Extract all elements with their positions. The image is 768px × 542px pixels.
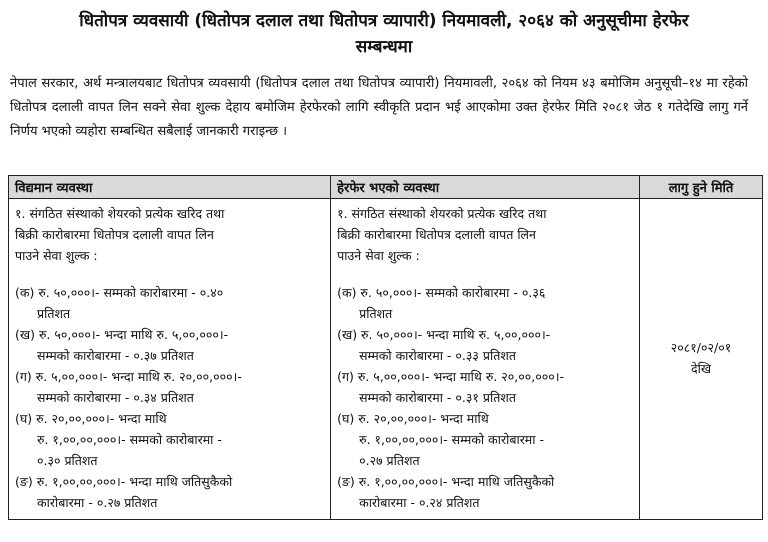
revised-gha-3: ०.२७ प्रतिशत [359, 453, 420, 468]
revised-kha-2: सम्मको कारोबारमा - ०.३३ प्रतिशत [359, 348, 516, 363]
existing-kha-2: सम्मको कारोबारमा - ०.३७ प्रतिशत [37, 348, 194, 363]
existing-intro-2: बिक्री कारोबारमा धितोपत्र दलाली वापत लिन [15, 227, 214, 242]
existing-ka-1: (क) रु. ५०,०००।- सम्मको कारोबारमा - ०.४० [15, 285, 224, 300]
header-revised: हेरफेर भएको व्यवस्था [331, 176, 640, 199]
existing-gha-3: ०.३० प्रतिशत [37, 453, 98, 468]
existing-kha-1: (ख) रु. ५०,०००।- भन्दा माथि रु. ५,००,०००।- [15, 327, 229, 342]
revised-ga-1: (ग) रु. ५,००,०००।- भन्दा माथि रु. २०,००,०००।- [337, 369, 564, 384]
revised-intro-2: बिक्री कारोबारमा धितोपत्र दलाली वापत लिन [337, 227, 536, 242]
revised-gha-2: रु. १,००,००,०००।- सम्मको कारोबारमा - [359, 432, 545, 447]
revised-ka-2: प्रतिशत [359, 306, 393, 321]
effective-date-cell [639, 199, 762, 520]
intro-paragraph: नेपाल सरकार, अर्थ मन्त्रालयबाट धितोपत्र व्यवसायी (धितोपत्र दलाल तथा धितोपत्र व्यापारी) नियमावली, २०६४ को नियम ४३ बमोजिम अनुसूची–१४ मा रहेको धितोपत्र दलाली वापत लिन सक्ने सेवा शुल्क देहाय बमोजिम हेरफेरको लागि स्वीकृति प्रदान भई आएकोमा उक्त हेरफेर मिति २०८१ जेठ १ गतेदेखि लागु गर्ने निर्णय भएको व्यहोरा सम्बन्धित सबैलाई जानकारी गराइन्छ । [10, 76, 748, 139]
fee-table [8, 175, 763, 520]
table-row [9, 199, 763, 520]
existing-nga-1: (ङ) रु. १,००,००,०००।- भन्दा माथि जतिसुकैको [15, 474, 233, 489]
revised-intro-1: १. संगठित संस्थाको शेयरको प्रत्येक खरिद तथा [337, 206, 547, 221]
existing-intro-1: १. संगठित संस्थाको शेयरको प्रत्येक खरिद तथा [15, 206, 225, 221]
revised-ga-2: सम्मको कारोबारमा - ०.३१ प्रतिशत [359, 390, 516, 405]
revised-nga-2: कारोबारमा - ०.२४ प्रतिशत [359, 495, 480, 510]
header-existing: विद्यमान व्यवस्था [9, 176, 331, 199]
existing-gha-1: (घ) रु. २०,००,०००।- भन्दा माथि [15, 411, 167, 426]
effective-date-suffix: देखि [690, 361, 712, 376]
revised-gha-1: (घ) रु. २०,००,०००।- भन्दा माथि [337, 411, 489, 426]
revised-ka-1: (क) रु. ५०,०००।- सम्मको कारोबारमा - ०.३६ [337, 285, 546, 300]
existing-nga-2: कारोबारमा - ०.२७ प्रतिशत [37, 495, 158, 510]
existing-provision-cell [9, 199, 331, 520]
header-effective-date: लागु हुने मिति [639, 176, 762, 199]
existing-gha-2: रु. १,००,००,०००।- सम्मको कारोबारमा - [37, 432, 222, 447]
revised-nga-1: (ङ) रु. १,००,००,०००।- भन्दा माथि जतिसुकैको [337, 474, 555, 489]
notice-title [18, 0, 750, 60]
revised-kha-1: (ख) रु. ५०,०००।- भन्दा माथि रु. ५,००,०००।- [337, 327, 551, 342]
existing-ga-2: सम्मको कारोबारमा - ०.३४ प्रतिशत [37, 390, 194, 405]
title-line-1: धितोपत्र व्यवसायी (धितोपत्र दलाल तथा धितोपत्र व्यापारी) नियमावली, २०६४ को अनुसूचीमा हेरफेर [79, 11, 689, 31]
table-header-row [9, 176, 763, 199]
existing-intro-3: पाउने सेवा शुल्क : [15, 248, 98, 263]
existing-ga-1: (ग) रु. ५,००,०००।- भन्दा माथि रु. २०,००,०००।- [15, 369, 242, 384]
effective-date: २०८१/०२/०१ [670, 340, 732, 355]
title-line-2: सम्बन्धमा [355, 37, 413, 57]
existing-ka-2: प्रतिशत [37, 306, 71, 321]
revised-intro-3: पाउने सेवा शुल्क : [337, 248, 420, 263]
revised-provision-cell [331, 199, 640, 520]
